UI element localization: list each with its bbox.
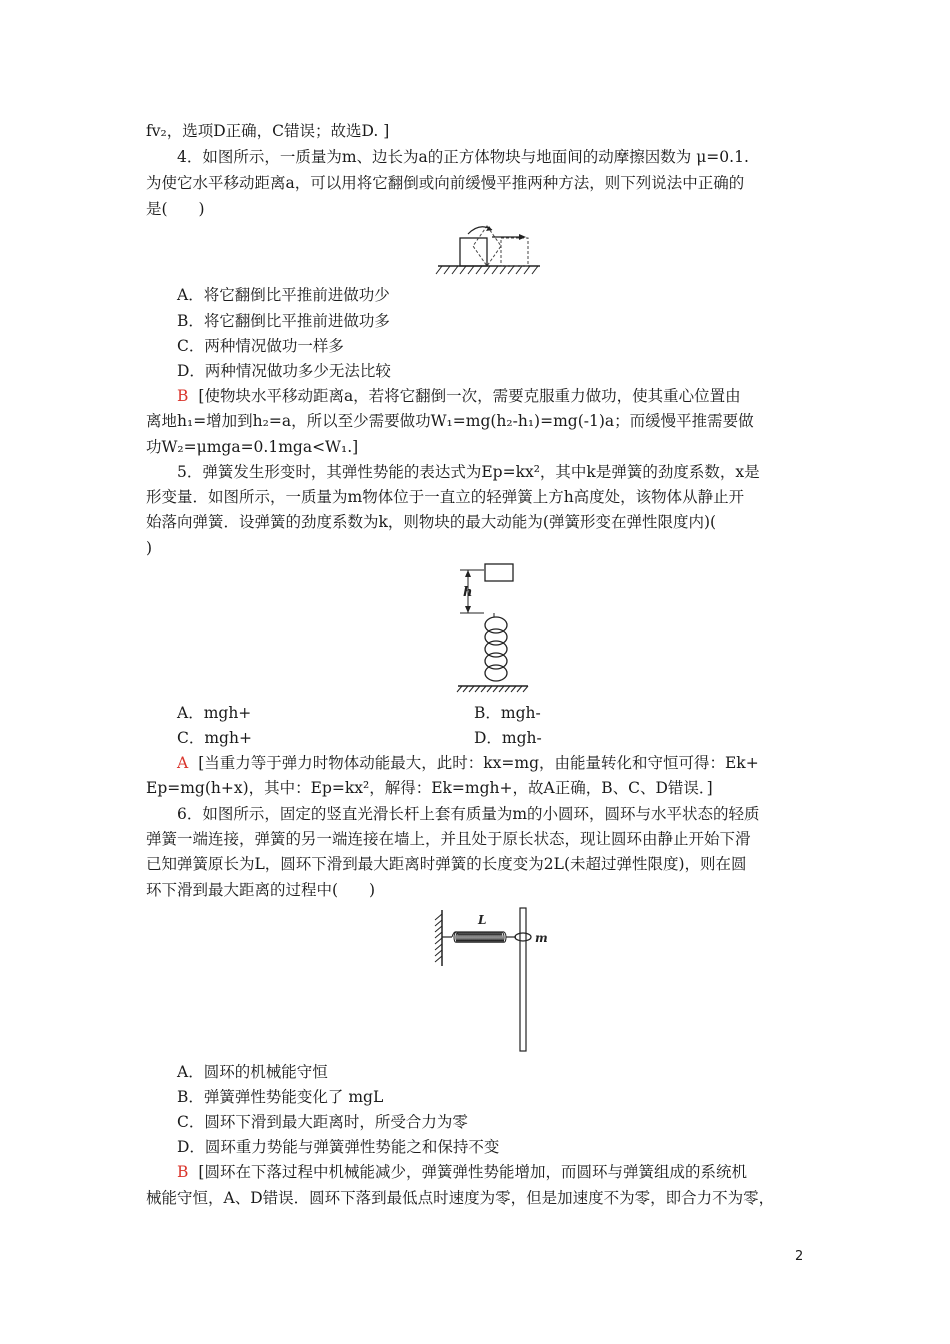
q4-explanation-line-1: B [使物块水平移动距离a，若将它翻倒一次，需要克服重力做功，使其重心位置由: [177, 387, 741, 405]
q6-explanation-line-2: 械能守恒，A、D错误．圆环下落到最低点时速度为零，但是加速度不为零，即合力不为零，: [146, 1189, 775, 1207]
q4-stem-line-1: 4．如图所示，一质量为m、边长为a的正方体物块与地面间的动摩擦因数为 μ=0.1.: [177, 148, 749, 166]
q6-ring-spring-figure: [430, 906, 560, 1054]
q6-figure-label-mass: m: [535, 931, 548, 945]
q6-stem-line-4: 环下滑到最大距离的过程中( ): [146, 881, 376, 899]
q4-option-d: D．两种情况做功多少无法比较: [177, 362, 391, 380]
q5-option-a: A．mgh+: [177, 704, 252, 722]
q5-figure-label-h: h: [463, 585, 473, 600]
q4-option-b: B．将它翻倒比平推前进做功多: [177, 312, 390, 330]
q6-option-d: D．圆环重力势能与弹簧弹性势能之和保持不变: [177, 1138, 500, 1156]
q4-cube-figure: [430, 222, 545, 278]
q5-stem-line-2: 形变量．如图所示，一质量为m物体位于一直立的轻弹簧上方h高度处，该物体从静止开: [146, 488, 745, 506]
q5-stem-line-4: ): [146, 539, 153, 557]
q5-answer: A: [177, 754, 189, 772]
q5-option-b: B．mgh-: [474, 704, 541, 722]
q5-explanation-line-1: A [当重力等于弹力时物体动能最大，此时：kx=mg，由能量转化和守恒可得：Ek+: [177, 754, 759, 772]
q6-option-a: A．圆环的机械能守恒: [177, 1063, 328, 1081]
q6-stem-line-1: 6．如图所示，固定的竖直光滑长杆上套有质量为m的小圆环，圆环与水平状态的轻质: [177, 805, 760, 823]
q6-answer: B: [177, 1163, 189, 1181]
q6-explanation-line-1: B [圆环在下落过程中机械能减少，弹簧弹性势能增加，而圆环与弹簧组成的系统机: [177, 1163, 747, 1181]
q4-option-a: A．将它翻倒比平推前进做功少: [177, 286, 390, 304]
q5-explanation-line-2: Ep=mg(h+x)，其中：Ep=kx²，解得：Ek=mgh+，故A正确，B、C、D错误．]: [146, 779, 713, 797]
q6-option-b: B．弹簧弹性势能变化了 mgL: [177, 1088, 384, 1106]
q4-option-c: C．两种情况做功一样多: [177, 337, 344, 355]
intro-line: fv₂，选项D正确，C错误；故选D. ]: [146, 122, 390, 140]
q6-figure-label-length: L: [478, 913, 487, 927]
q5-stem-line-1: 5．弹簧发生形变时，其弹性势能的表达式为Ep=kx²，其中k是弹簧的劲度系数，x是: [177, 463, 760, 481]
q6-option-c: C．圆环下滑到最大距离时，所受合力为零: [177, 1113, 468, 1131]
q4-explanation-line-2: 离地h₁=增加到h₂=a，所以至少需要做功W₁=mg(h₂-h₁)=mg(-1)a；而缓慢平推需要做: [146, 412, 754, 430]
q6-stem-line-3: 已知弹簧原长为L，圆环下滑到最大距离时弹簧的长度变为2L(未超过弹性限度)，则在圆: [146, 855, 747, 873]
q4-answer: B: [177, 387, 189, 405]
q5-stem-line-3: 始落向弹簧．设弹簧的劲度系数为k，则物块的最大动能为(弹簧形变在弹性限度内)(: [146, 513, 717, 531]
q4-stem-line-2: 为使它水平移动距离a，可以用将它翻倒或向前缓慢平推两种方法，则下列说法中正确的: [146, 174, 745, 192]
q4-stem-line-3: 是( ): [146, 200, 205, 218]
q5-option-d: D．mgh-: [474, 729, 542, 747]
q5-spring-figure: [452, 562, 532, 694]
q4-explanation-line-3: 功W₂=μmga=0.1mga<W₁.]: [146, 438, 359, 456]
page-number: 2: [795, 1249, 804, 1264]
q6-stem-line-2: 弹簧一端连接，弹簧的另一端连接在墙上，并且处于原长状态，现让圆环由静止开始下滑: [146, 830, 751, 848]
q5-option-c: C．mgh+: [177, 729, 252, 747]
